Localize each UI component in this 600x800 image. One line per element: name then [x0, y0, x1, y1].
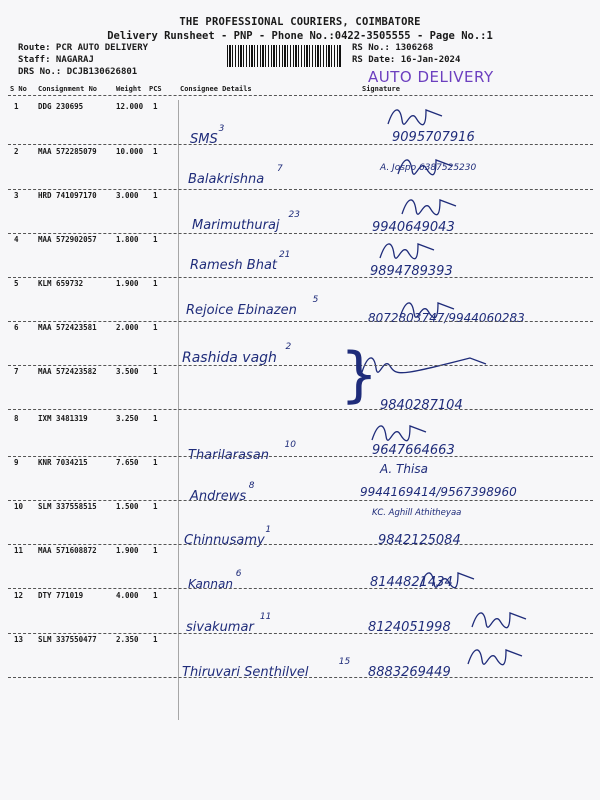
row-pcs: 1 — [153, 323, 158, 332]
row-pcs: 1 — [153, 414, 158, 423]
signature-scribble — [386, 102, 446, 132]
consignee-phone: 9095707916 — [392, 130, 475, 145]
consignee-number: 7 — [276, 164, 283, 174]
consignee-phone: 8883269449 — [368, 665, 451, 680]
consignee-phone: 9842125084 — [378, 533, 461, 548]
row-weight: 4.000 — [116, 591, 139, 600]
row-consignment-no: SLM 337550477 — [38, 635, 97, 644]
auto-delivery-stamp: AUTO DELIVERY — [368, 68, 494, 86]
rs-number: RS No.: 1306268 — [352, 43, 434, 53]
column-rule — [178, 100, 179, 720]
consignee-number: 6 — [235, 569, 242, 579]
row-divider — [8, 233, 593, 234]
consignee-name: Andrews — [190, 489, 247, 504]
row-divider — [8, 277, 593, 278]
consignee-number: 2 — [285, 342, 292, 352]
brace-mark: } — [340, 340, 379, 410]
consignee-number: 3 — [218, 124, 225, 134]
signature-scribble — [396, 152, 456, 182]
row-consignment-no: MAA 572902057 — [38, 235, 97, 244]
barcode-image — [227, 45, 342, 67]
row-sno: 5 — [14, 279, 19, 288]
row-sno: 6 — [14, 323, 19, 332]
row10-note: KC. Aghill Athitheyaa — [372, 508, 462, 518]
row-weight: 3.250 — [116, 414, 139, 423]
drs-number: DRS No.: DCJB130626801 — [18, 67, 138, 77]
col-consignee: Consignee Details — [180, 85, 252, 93]
consignee-number: 23 — [288, 210, 300, 220]
row-consignment-no: HRD 741097170 — [38, 191, 97, 200]
row-divider — [8, 321, 593, 322]
route-label: Route: PCR AUTO DELIVERY — [18, 43, 149, 53]
row-weight: 3.500 — [116, 367, 139, 376]
consignee-number: 10 — [284, 440, 296, 450]
consignee-number: 11 — [259, 612, 272, 622]
signature-scribble — [378, 236, 438, 266]
rs-date: RS Date: 16-Jan-2024 — [352, 55, 461, 65]
row-pcs: 1 — [153, 235, 158, 244]
row-weight: 2.000 — [116, 323, 139, 332]
row-consignment-no: MAA 571608872 — [38, 546, 97, 555]
row9-alt-phones: 9944169414/9567398960 — [360, 485, 517, 499]
consignee-name: Ramesh Bhat — [190, 258, 278, 273]
row-divider — [8, 365, 593, 366]
consignee-name: sivakumar — [186, 620, 254, 635]
consignee-name: Rejoice Ebinazen — [186, 303, 297, 318]
consignee-phone: 9840287104 — [380, 398, 463, 413]
consignee-name: Thiruvari Senthilvel — [182, 665, 309, 680]
consignee-name: SMS — [190, 132, 218, 147]
row-divider — [8, 588, 593, 589]
row-divider — [8, 456, 593, 457]
col-pcs: PCS — [149, 85, 162, 93]
consignee-phone: A. Thisa — [380, 462, 428, 476]
row-divider — [8, 544, 593, 545]
row-pcs: 1 — [153, 546, 158, 555]
row-pcs: 1 — [153, 279, 158, 288]
row-divider — [8, 500, 593, 501]
col-weight: Weight — [116, 85, 142, 93]
consignee-name: Kannan — [188, 577, 233, 591]
row-weight: 2.350 — [116, 635, 139, 644]
col-consignment: Consignment No — [38, 85, 98, 93]
row-consignment-no: KNR 7034215 — [38, 458, 88, 467]
row-weight: 3.000 — [116, 191, 139, 200]
header-divider — [8, 95, 593, 96]
signature-scribble — [370, 418, 430, 448]
signature-scribble — [418, 565, 478, 595]
row-consignment-no: MAA 572285079 — [38, 147, 97, 156]
row-consignment-no: DDG 230695 — [38, 102, 84, 111]
row-consignment-no: DTY 771019 — [38, 591, 84, 600]
consignee-name: Marimuthuraj — [192, 218, 280, 233]
row-consignment-no: KLM 659732 — [38, 279, 84, 288]
signature-scribble — [466, 642, 526, 672]
row-weight: 10.000 — [116, 147, 144, 156]
row-consignment-no: MAA 572423581 — [38, 323, 97, 332]
consignee-name: Balakrishna — [188, 172, 265, 187]
row-pcs: 1 — [153, 502, 158, 511]
row-sno: 12 — [14, 591, 24, 600]
row-weight: 1.900 — [116, 546, 139, 555]
consignee-name: Rashida vagh — [182, 350, 277, 366]
row-consignment-no: SLM 337558515 — [38, 502, 97, 511]
signature-scribble — [400, 192, 460, 222]
consignee-phone: 8072803747/9944060283 — [368, 311, 525, 325]
consignee-number: 5 — [312, 295, 319, 305]
col-signature: Signature — [362, 85, 400, 93]
consignee-name: Tharilarasan — [188, 448, 269, 463]
consignee-number: 1 — [265, 525, 272, 535]
row-consignment-no: IXM 3481319 — [38, 414, 88, 423]
col-sno: S No — [10, 85, 27, 93]
row-sno: 3 — [14, 191, 19, 200]
row-divider — [8, 189, 593, 190]
row-weight: 1.800 — [116, 235, 139, 244]
row-divider — [8, 677, 593, 678]
row-pcs: 1 — [153, 635, 158, 644]
consignee-phone: 8124051998 — [368, 620, 451, 635]
row-sno: 4 — [14, 235, 19, 244]
row-pcs: 1 — [153, 367, 158, 376]
row-sno: 1 — [14, 102, 19, 111]
row-consignment-no: MAA 572423582 — [38, 367, 97, 376]
staff-label: Staff: NAGARAJ — [18, 55, 94, 65]
signature-scribble — [470, 605, 530, 635]
row-weight: 1.500 — [116, 502, 139, 511]
document-subtitle: Delivery Runsheet - PNP - Phone No.:0422-3505555 - Page No.:1 — [107, 30, 493, 42]
row-sno: 7 — [14, 367, 19, 376]
document-title: THE PROFESSIONAL COURIERS, COIMBATORE — [179, 16, 421, 28]
row-divider — [8, 144, 593, 145]
row-pcs: 1 — [153, 147, 158, 156]
row-pcs: 1 — [153, 191, 158, 200]
row-sno: 8 — [14, 414, 19, 423]
row-weight: 1.900 — [116, 279, 139, 288]
consignee-name: Chinnusamy — [184, 533, 265, 548]
consignee-phone: 9940649043 — [372, 220, 455, 235]
row-pcs: 1 — [153, 102, 158, 111]
row-weight: 7.650 — [116, 458, 139, 467]
row-sno: 11 — [14, 546, 24, 555]
row-sno: 9 — [14, 458, 19, 467]
row-pcs: 1 — [153, 458, 158, 467]
consignee-number: 15 — [338, 657, 351, 667]
consignee-phone: 9894789393 — [370, 264, 453, 279]
row-sno: 13 — [14, 635, 24, 644]
row-weight: 12.000 — [116, 102, 144, 111]
consignee-number: 8 — [248, 481, 255, 491]
consignee-phone: 8144821434 — [370, 575, 453, 590]
consignee-phone: A. Jospo 6387525230 — [380, 163, 477, 173]
row-sno: 2 — [14, 147, 19, 156]
row-pcs: 1 — [153, 591, 158, 600]
row-sno: 10 — [14, 502, 24, 511]
consignee-phone: 9647664663 — [372, 443, 455, 458]
row-divider — [8, 409, 593, 410]
consignee-number: 21 — [278, 250, 291, 260]
row-divider — [8, 633, 593, 634]
